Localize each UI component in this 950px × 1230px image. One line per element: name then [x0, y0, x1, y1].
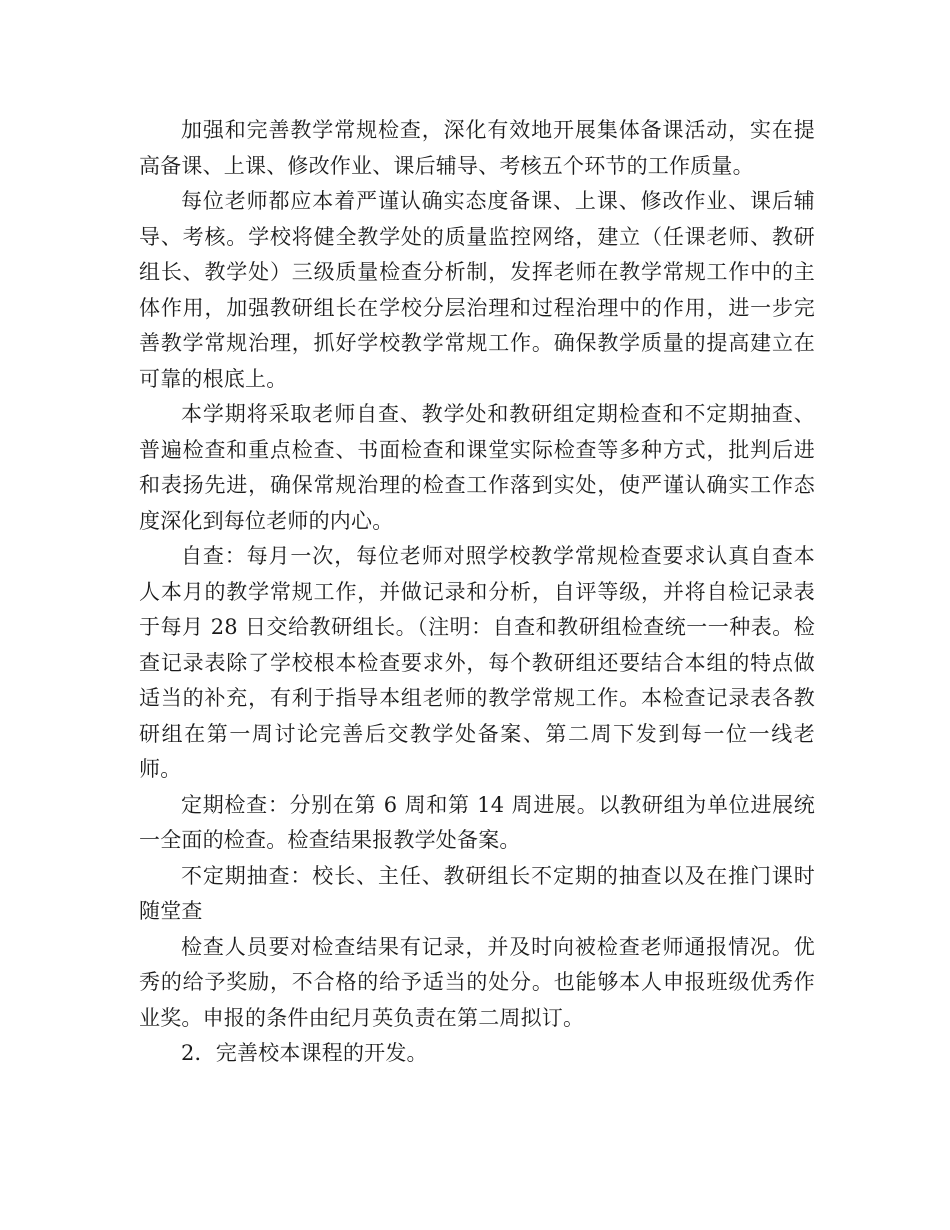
document-body — [139, 113, 815, 1072]
paragraph-8: 2．完善校本课程的开发。 — [181, 1041, 428, 1065]
paragraph-3: 本学期将采取老师自查、教学处和教研组定期检查和不定期抽查、普遍检查和重点检查、书面检查和课堂实际检查等多种方式，批判后进和表扬先进，确保常规治理的检查工作落到实处，使严谨认确实工作态度深化到每位老师的内心。 — [139, 402, 815, 533]
paragraph-6: 不定期抽查：校长、主任、教研组长不定期的抽查以及在推门课时随堂查 — [139, 863, 815, 923]
paragraph-1: 加强和完善教学常规检查，深化有效地开展集体备课活动，实在提高备课、上课、修改作业、课后辅导、考核五个环节的工作质量。 — [139, 118, 815, 178]
paragraph-5: 定期检查：分别在第 6 周和第 14 周进展。以教研组为单位进展统一全面的检查。检查结果报教学处备案。 — [139, 792, 815, 852]
paragraph-4: 自查：每月一次，每位老师对照学校教学常规检查要求认真自查本人本月的教学常规工作，并做记录和分析，自评等级，并将自检记录表于每月 28 日交给教研组长。（注明：自查和教研组检查统一一种表。检查记录表除了学校根本检查要求外，每个教研组还要结合本组的特点做适当的补充，有利于指导本组老师的教学常规工作。本检查记录表各教研组在第一周讨论完善后交教学处备案、第二周下发到每一位一线老师。 — [139, 544, 815, 781]
paragraph-7: 检查人员要对检查结果有记录，并及时向被检查老师通报情况。优秀的给予奖励，不合格的给予适当的处分。也能够本人申报班级优秀作业奖。申报的条件由纪月英负责在第二周拟订。 — [139, 934, 815, 1030]
paragraph-2: 每位老师都应本着严谨认确实态度备课、上课、修改作业、课后辅导、考核。学校将健全教学处的质量监控网络，建立（任课老师、教研组长、教学处）三级质量检查分析制，发挥老师在教学常规工作中的主体作用，加强教研组长在学校分层治理和过程治理中的作用，进一步完善教学常规治理，抓好学校教学常规工作。确保教学质量的提高建立在可靠的根底上。 — [139, 189, 815, 391]
